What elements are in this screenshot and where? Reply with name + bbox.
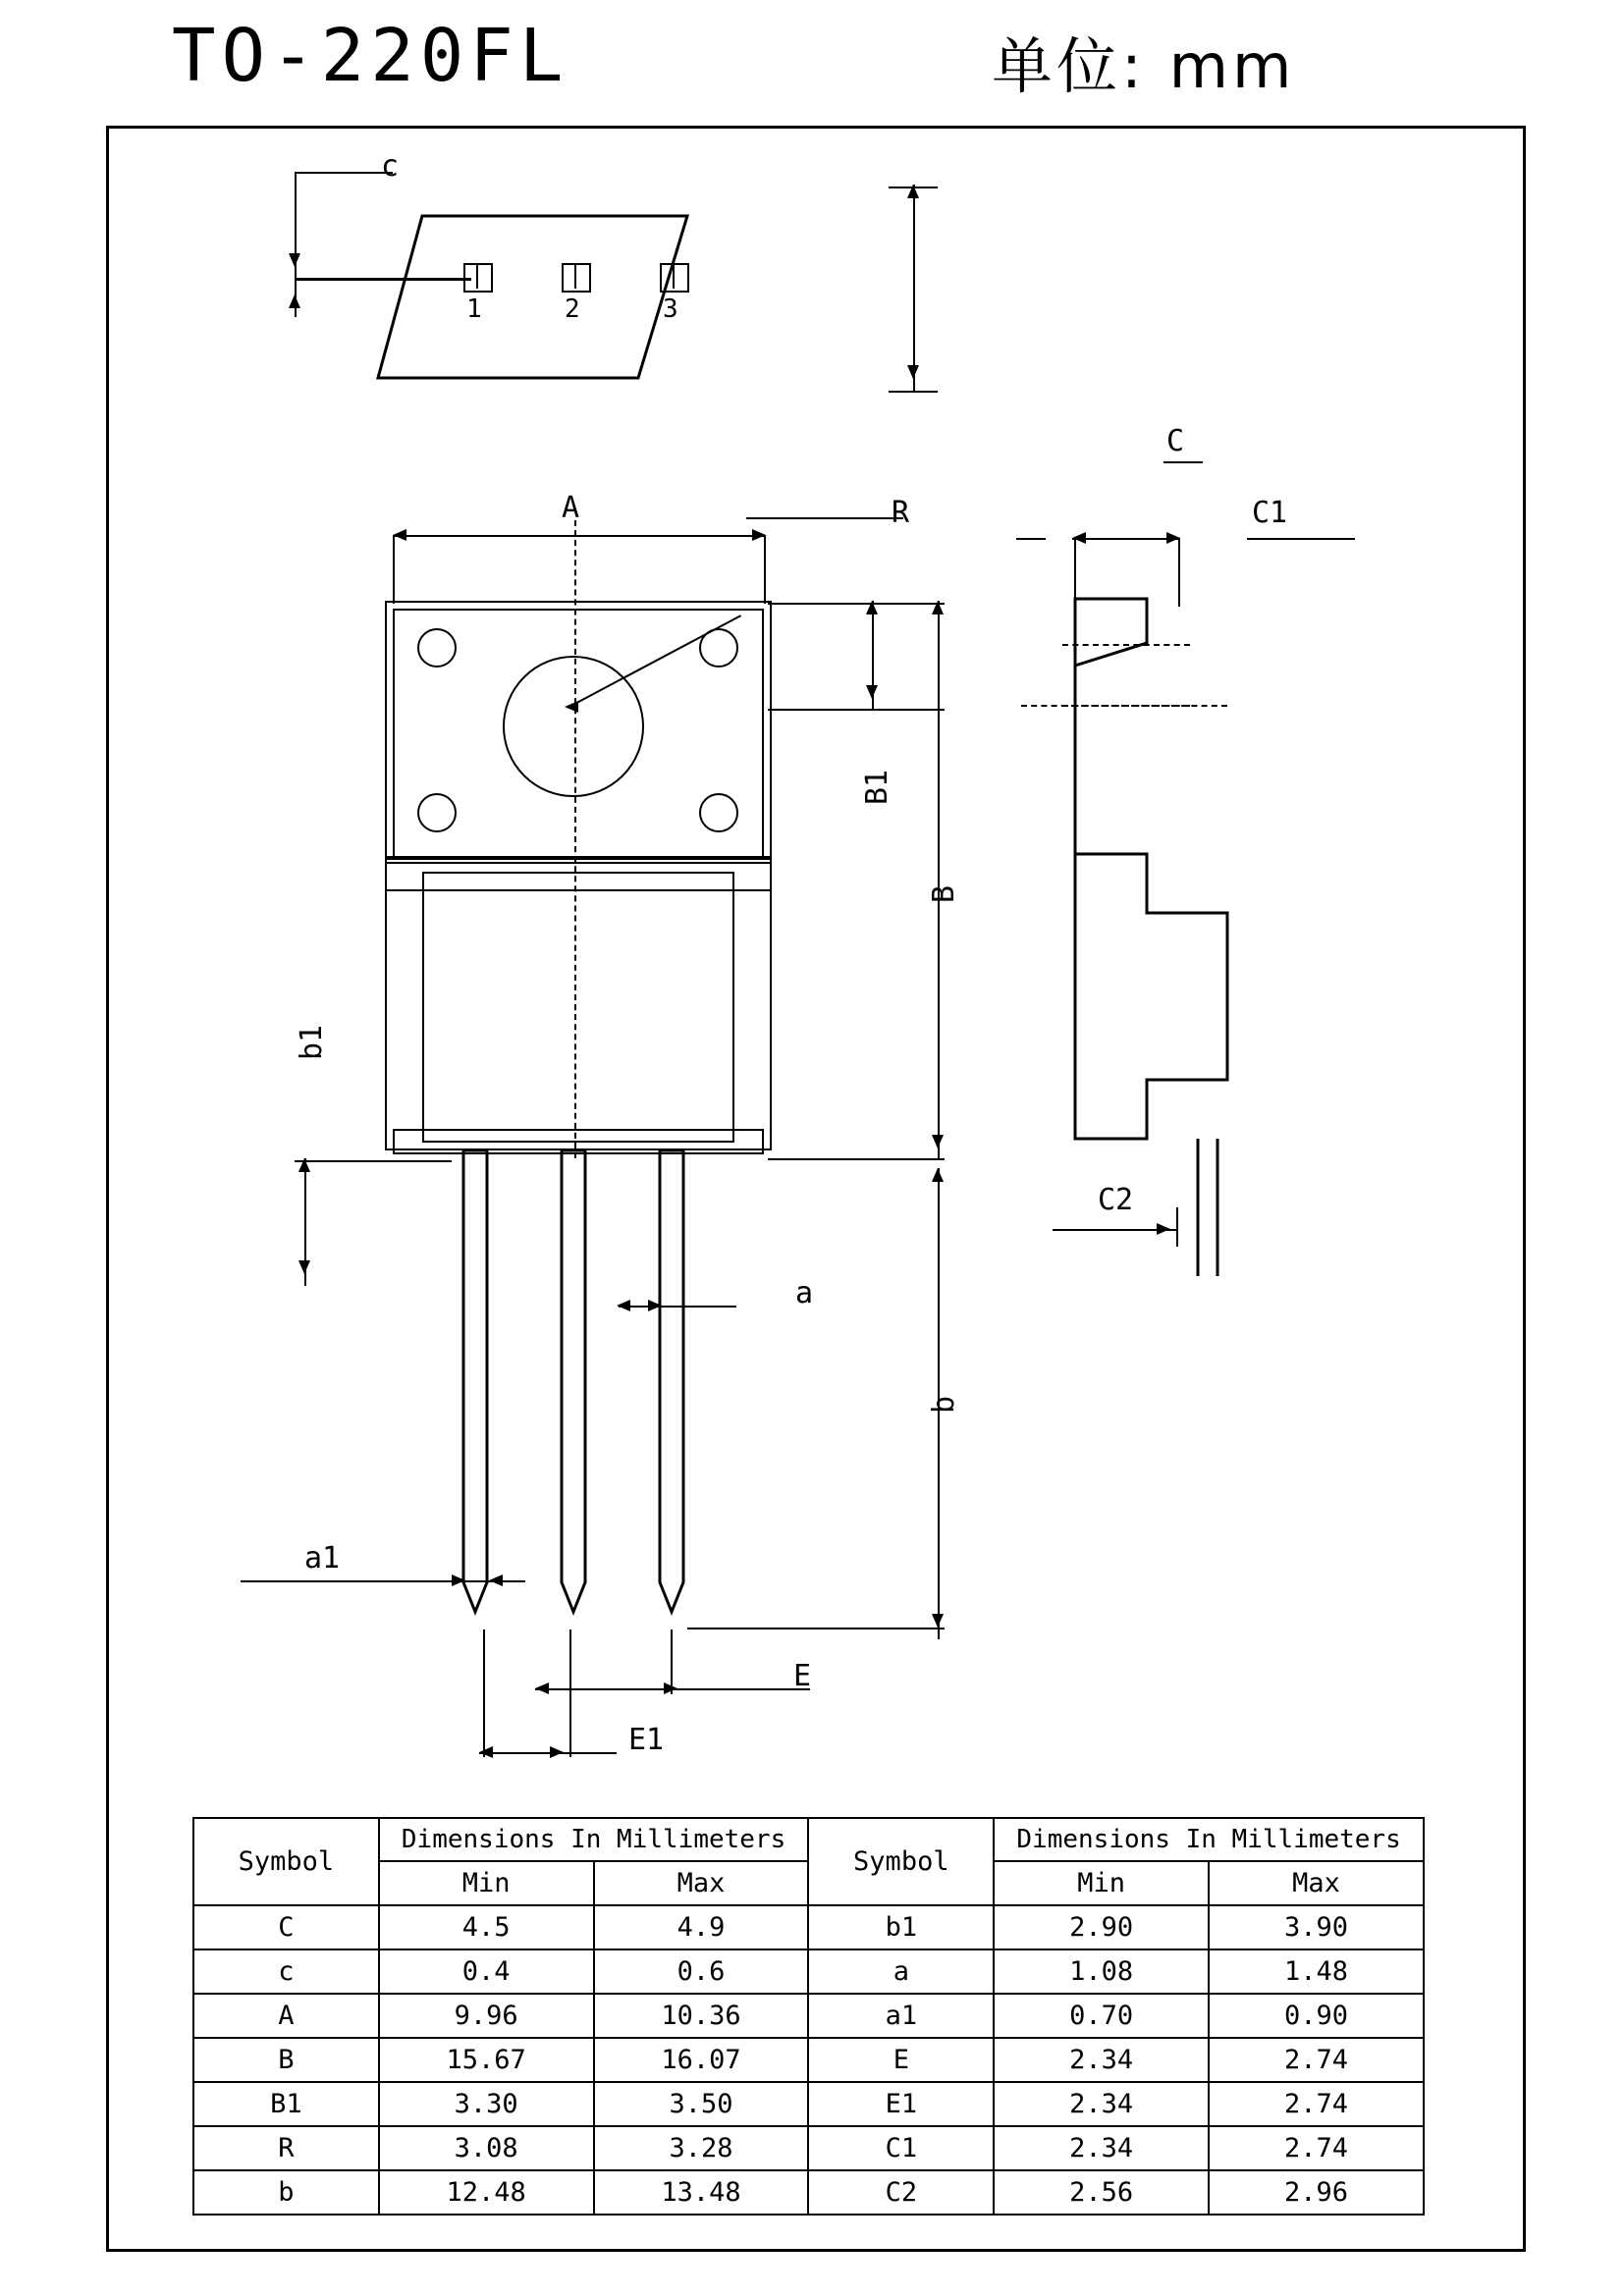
dimension-label-a: a: [795, 1276, 814, 1310]
dimension-label-C-bottom: C: [1166, 424, 1185, 458]
pin-label-3: 3: [663, 294, 678, 324]
page-title: TO-220FL: [172, 14, 569, 98]
cell-symbol: b: [193, 2170, 379, 2215]
cell-min: 12.48: [379, 2170, 594, 2215]
cell-min: 2.34: [994, 2038, 1209, 2082]
cell-max: 4.9: [594, 1905, 809, 1949]
cell-symbol: C2: [808, 2170, 994, 2215]
table-row: [193, 1994, 1424, 2038]
dimension-label-c-top: c: [381, 149, 400, 184]
table-row: [193, 2170, 1424, 2215]
pin-label-2: 2: [565, 294, 580, 324]
table-row: [193, 2126, 1424, 2170]
cell-max: 3.90: [1209, 1905, 1424, 1949]
cell-max: 3.50: [594, 2082, 809, 2126]
header-symbol-left: Symbol: [193, 1818, 379, 1905]
dimension-label-B1: B1: [860, 769, 894, 805]
dimension-label-b1: b1: [295, 1024, 329, 1060]
cell-symbol: E1: [808, 2082, 994, 2126]
cell-max: 3.28: [594, 2126, 809, 2170]
cell-min: 3.08: [379, 2126, 594, 2170]
cell-symbol: b1: [808, 1905, 994, 1949]
dimension-label-E1: E1: [628, 1723, 665, 1757]
cell-min: 2.56: [994, 2170, 1209, 2215]
dimension-label-a1: a1: [304, 1541, 341, 1575]
header-max-left: Max: [594, 1861, 809, 1905]
dimension-label-C2: C2: [1098, 1183, 1134, 1217]
cell-symbol: C: [193, 1905, 379, 1949]
header-dimensions-left: Dimensions In Millimeters: [379, 1818, 809, 1861]
header-min-right: Min: [994, 1861, 1209, 1905]
cell-min: 9.96: [379, 1994, 594, 2038]
cell-symbol: a1: [808, 1994, 994, 2038]
pin-label-1: 1: [466, 294, 482, 324]
cell-symbol: B: [193, 2038, 379, 2082]
cell-symbol: C1: [808, 2126, 994, 2170]
table-row: [193, 1905, 1424, 1949]
header-max-right: Max: [1209, 1861, 1424, 1905]
header-symbol-right: Symbol: [808, 1818, 994, 1905]
dimension-label-A: A: [562, 491, 580, 525]
dimension-label-B: B: [927, 884, 961, 903]
table-header-row-1: [193, 1818, 1424, 1861]
cell-min: 3.30: [379, 2082, 594, 2126]
cell-max: 16.07: [594, 2038, 809, 2082]
cell-min: 2.34: [994, 2126, 1209, 2170]
cell-max: 13.48: [594, 2170, 809, 2215]
cell-min: 1.08: [994, 1949, 1209, 1994]
pin-3-block: [660, 263, 689, 293]
pin-2-block: [562, 263, 591, 293]
dimension-label-R: R: [892, 496, 910, 530]
unit-label: 单位: mm: [992, 30, 1296, 102]
cell-symbol: B1: [193, 2082, 379, 2126]
table-row: [193, 2082, 1424, 2126]
table-row: [193, 1949, 1424, 1994]
dimensions-table: [192, 1817, 1425, 2216]
dimension-label-C1: C1: [1252, 496, 1288, 530]
cell-max: 2.74: [1209, 2082, 1424, 2126]
table-row: [193, 2038, 1424, 2082]
cell-symbol: c: [193, 1949, 379, 1994]
cell-min: 2.90: [994, 1905, 1209, 1949]
mount-hole-bottom-right: [699, 793, 738, 832]
center-axis: [574, 520, 576, 1158]
cell-min: 15.67: [379, 2038, 594, 2082]
dimension-label-E: E: [793, 1659, 812, 1693]
cell-min: 0.70: [994, 1994, 1209, 2038]
cell-min: 2.34: [994, 2082, 1209, 2126]
cell-symbol: A: [193, 1994, 379, 2038]
cell-symbol: R: [193, 2126, 379, 2170]
cell-min: 4.5: [379, 1905, 594, 1949]
pin-1-block: [463, 263, 493, 293]
cell-max: 2.74: [1209, 2126, 1424, 2170]
cell-min: 0.4: [379, 1949, 594, 1994]
header-dimensions-right: Dimensions In Millimeters: [994, 1818, 1424, 1861]
cell-max: 2.74: [1209, 2038, 1424, 2082]
cell-max: 2.96: [1209, 2170, 1424, 2215]
cell-max: 0.6: [594, 1949, 809, 1994]
side-profile-outline: [1041, 589, 1296, 1276]
cell-max: 10.36: [594, 1994, 809, 2038]
cell-max: 1.48: [1209, 1949, 1424, 1994]
mount-hole-top-left: [417, 628, 457, 667]
cell-symbol: a: [808, 1949, 994, 1994]
mount-hole-bottom-left: [417, 793, 457, 832]
leads: [452, 1150, 707, 1641]
cell-max: 0.90: [1209, 1994, 1424, 2038]
header-min-left: Min: [379, 1861, 594, 1905]
dimension-label-b: b: [927, 1395, 961, 1414]
cell-symbol: E: [808, 2038, 994, 2082]
